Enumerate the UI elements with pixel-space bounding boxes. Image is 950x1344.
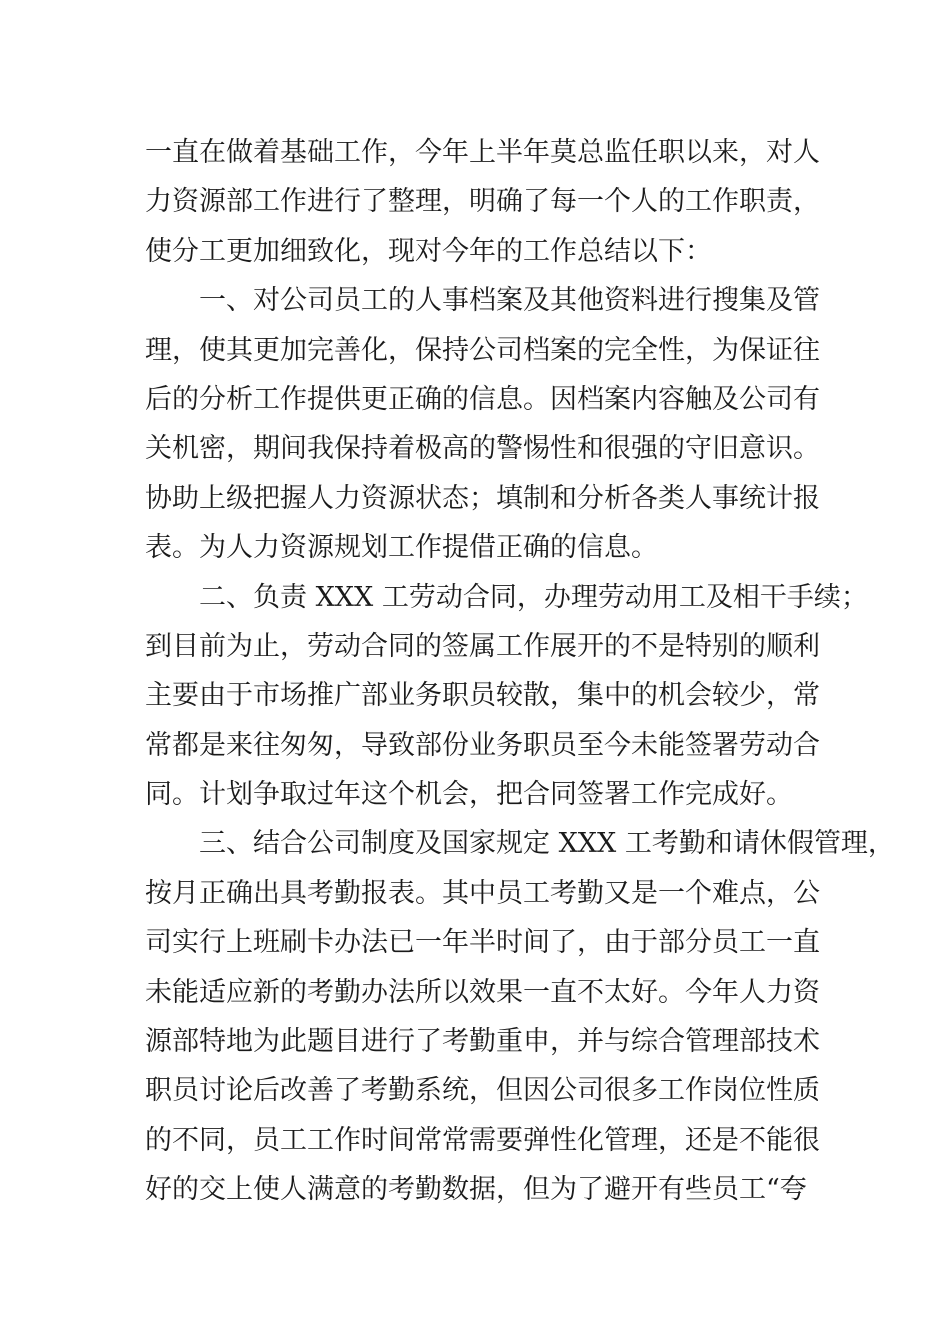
paragraph-2-first-line: 二、负责 XXX 工劳动合同，办理劳动用工及相干手续；: [199, 581, 868, 613]
paragraph-1-first-line: 一、对公司员工的人事档案及其他资料进行搜集及管: [199, 285, 820, 317]
text-line: 未能适应新的考勤办法所以效果一直不太好。今年人力资: [145, 976, 820, 1008]
text-line: 职员讨论后改善了考勤系统，但因公司很多工作岗位性质: [145, 1075, 820, 1107]
text-line: 同。计划争取过年这个机会，把合同签署工作完成好。: [145, 779, 793, 811]
text-line: 关机密，期间我保持着极高的警惕性和很强的守旧意识。: [145, 433, 820, 465]
text-line: 常都是来往匆匆，导致部份业务职员至今未能签署劳动合: [145, 729, 820, 761]
text-line: 司实行上班刷卡办法已一年半时间了，由于部分员工一直: [145, 927, 820, 959]
text-line: 表。为人力资源规划工作提借正确的信息。: [145, 532, 658, 564]
text-line: 源部特地为此题目进行了考勤重申，并与综合管理部技术: [145, 1026, 820, 1058]
text-line: 好的交上使人满意的考勤数据，但为了避开有些员工“夸: [145, 1174, 807, 1206]
text-line: 力资源部工作进行了整理，明确了每一个人的工作职责，: [145, 186, 820, 218]
text-line: 到目前为止，劳动合同的签属工作展开的不是特别的顺利: [145, 630, 820, 662]
text-line: 使分工更加细致化，现对今年的工作总结以下：: [145, 235, 712, 267]
text-line: 主要由于市场推广部业务职员较散，集中的机会较少，常: [145, 680, 820, 712]
text-line: 协助上级把握人力资源状态；填制和分析各类人事统计报: [145, 482, 820, 514]
text-line: 一直在做着基础工作，今年上半年莫总监任职以来，对人: [145, 137, 820, 168]
text-line: 后的分析工作提供更正确的信息。因档案内容触及公司有: [145, 383, 820, 415]
text-line: 理，使其更加完善化，保持公司档案的完全性，为保证往: [145, 334, 820, 366]
text-line: 的不同，员工工作时间常常需要弹性化管理，还是不能很: [145, 1124, 820, 1156]
text-line: 按月正确出具考勤报表。其中员工考勤又是一个难点，公: [145, 877, 820, 909]
paragraph-3-first-line: 三、结合公司制度及国家规定 XXX 工考勤和请休假管理，: [199, 828, 895, 860]
body-text: [145, 128, 895, 1215]
